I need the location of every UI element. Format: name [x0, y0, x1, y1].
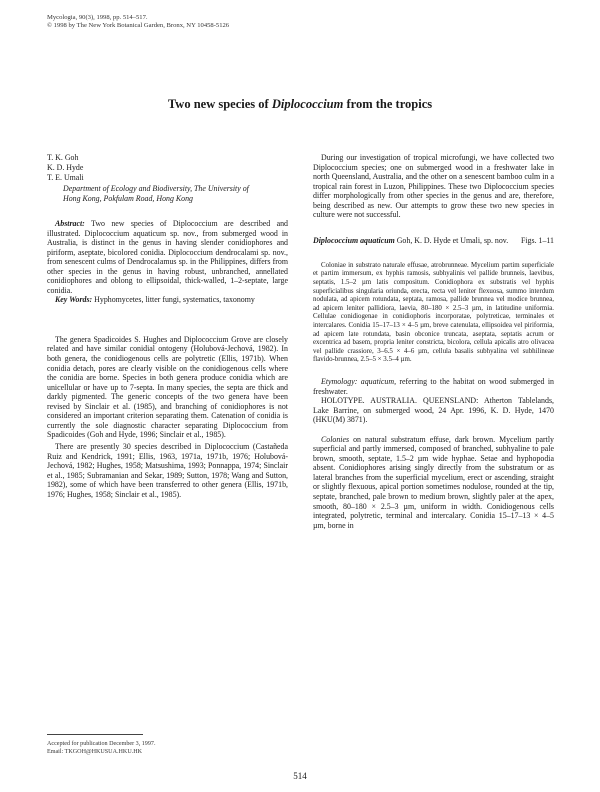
etymology-text: referring to the habitat on wood submerged in freshwater.: [313, 376, 554, 396]
running-head-copyright: © 1998 by The New York Botanical Garden, Bronx, NY 10458-5126: [47, 22, 230, 29]
running-head-citation: Mycologia, 90(3), 1998, pp. 514–517.: [47, 14, 148, 21]
article-title: [0, 97, 600, 112]
footnotes: [47, 740, 288, 757]
species-authority: Goh, K. D. Hyde et Umali, sp. nov.: [394, 235, 509, 245]
colonies-text: on natural substratum effuse, dark brown. Mycelium partly superficial and partly immersed, composed of branched, subhyaline to pale brown, smooth, septate, 1.5–2 µm wide hyphae. Setae and hyphopodia absent. Conidiophores arising singly directly from the substratum or as lateral branches from the superficial mycelium, erect or ascending, straight or slightly flexuous, apical portion sometimes nodulose, rounded at the tip, septate, branched, pale brown to medium brown, slightly paler at the apex, smooth, 80–180 × 2.5–3 µm, uniform in width. Conidiogenous cells integrated, polytretic, terminal and intercalary. Conidia 15–17–13 × 4–5 µm, borne in: [313, 434, 554, 530]
colonies-label: Colonies: [321, 434, 350, 444]
author-block: [47, 153, 288, 204]
holotype-label: HOLOTYPE.: [321, 396, 365, 406]
keywords-text: Hyphomycetes, litter fungi, systematics, taxonomy: [94, 295, 255, 305]
title-genus: Diplococcium: [271, 97, 344, 111]
holotype-text: AUSTRALIA. QUEENSLAND: Atherton Tablelands, Lake Barrine, on submerged wood, 24 Apr. 1996, K. D. Hyde, 1470 (HKU(M) 3871).: [313, 396, 554, 425]
intro-paragraph-2: There are presently 30 species described in Diplococcium (Castañeda Ruiz and Kendrick, 1991; Ellis, 1963, 1971a, 1971b, 1976; Holubová-Jechová, 1982; Hughes, 1958; Matsushima, 1993; Ponnappa, 1974; Sinclair et al., 1985; Subramanian and Sekar, 1989; Sutton, 1978; Wang and Sutton, 1982), some of which have been transferred to other genera (Ellis, 1971b, 1976; Hughes, 1958; Sinclair et al., 1985).: [47, 441, 288, 499]
intro-paragraph-1: The genera Spadicoides S. Hughes and Diplococcium Grove are closely related and have similar conidial ontogeny (Holubová-Jechová, 1982). In both genera, the conidiogenous cells are polytretic (Ellis, 1971b). When conidia detach, pores are clearly visible on the conidiogenous cells where the conidia are borne. Species in both genera produce conidia which are unicellular or have up to 7-septa. In many species, the septa are thick and darkly pigmented. The generic concepts of the two genera have been revised by Sinclair et al. (1985), and branching of conidiophores is not considered an important criterion separating them. Catenation of conidia is currently the sole diagnostic character separating Diplococcium from Spadicoides (Goh and Hyde, 1996; Sinclair et al., 1985).: [47, 334, 288, 440]
footnote-rule: [47, 734, 143, 735]
left-column: [47, 153, 288, 499]
etymology: [313, 377, 554, 396]
species-heading: [313, 236, 554, 246]
page-number: 514: [293, 771, 307, 781]
intro-paragraph-3: During our investigation of tropical microfungi, we have collected two Diplococcium species; one on submerged wood in a freshwater lake in north Queensland, Australia, and the other on a senescent bamboo culm in a tropical rain forest in Luzon, Philippines. These two Diplococcium species differ morphologically from other species in the genus and are, therefore, being described as new. Our attempts to grow these two new species in culture were not successful.: [313, 153, 554, 220]
holotype: [313, 396, 554, 425]
description-paragraph: [313, 435, 554, 530]
running-head: [47, 14, 229, 30]
abstract-text: Two new species of Diplococcium are described and illustrated. Diplococcium aquaticum sp. nov., from submerged wood in Australia, is distinct in the genus in having slender conidiophores and piriform, aseptate, bicolored conidia. Diplococcium dendrocalami sp. nov., from senescent culms of Dendrocalamus sp. in the Philippines, differs from other species in the genus in having robust, unbranched, annellated conidiophores and oblong to ellipsoidal, thick-walled, 1–2-septate, large conidia.: [47, 219, 288, 295]
latin-diagnosis: Coloniae in substrato naturale effusae, atrobrunneae. Mycelium partim superficiale et partim immersum, ex hyphis ramosis, subhyalinis vel pallide brunneis, laevibus, septatis, 1.5–2 µm latis compositum. Conidiophora ex substratis vel hyphis superficialibus singularia oriunda, erecta, recta vel leniter flexuosa, summo interdum nodulata, ad apicem rotundata, septata, ramosa, pallide brunnea vel modice brunnea, ad apicem leniter pallidiora, laevia, 80–180 × 2.5–3 µm, in latitudine uniformia. Cellulae conidiogenae in conidiophoris incorporatae, polytreticae, terminales et intercalares. Conidia 15–17–13 × 4–5 µm, breve catenulata, ellipsoidea vel piriformia, ad apicem late rotundata, basin obconice truncata, aseptata, septatis acrum or excentrica ad basem, propria leniter constricta, bicolora, cellula apicalis atro olivacea vel pallide crassiore, 3–6.5 × 4–6 µm, cellula basalis subhyalina vel subhilineae flavido-brunnea, 2.5–5 × 3.5–4 µm.: [313, 261, 554, 364]
etymology-word: aquaticum,: [357, 376, 397, 386]
keywords-label: Key Words:: [55, 295, 93, 305]
right-column: [313, 153, 554, 530]
species-name: Diplococcium aquaticum: [313, 235, 395, 245]
figure-reference: Figs. 1–11: [520, 235, 554, 245]
author-name: T. E. Umali: [47, 173, 84, 183]
title-suffix: from the tropics: [343, 97, 433, 111]
author-affiliation: Department of Ecology and Biodiversity, The University of Hong Kong, Pokfulam Road, Hong Kong: [63, 183, 249, 203]
title-prefix: Two new species of: [167, 97, 272, 111]
author-name: K. D. Hyde: [47, 163, 84, 173]
etymology-label: Etymology:: [321, 376, 358, 386]
footnote-accepted: Accepted for publication December 3, 1997.: [47, 741, 156, 747]
footnote-email: Email: TKGOH@HKUSUA.HKU.HK: [47, 749, 143, 756]
abstract: [47, 219, 288, 295]
keywords: [47, 295, 288, 305]
author-name: T. K. Goh: [47, 153, 79, 162]
abstract-label: Abstract:: [55, 219, 85, 229]
